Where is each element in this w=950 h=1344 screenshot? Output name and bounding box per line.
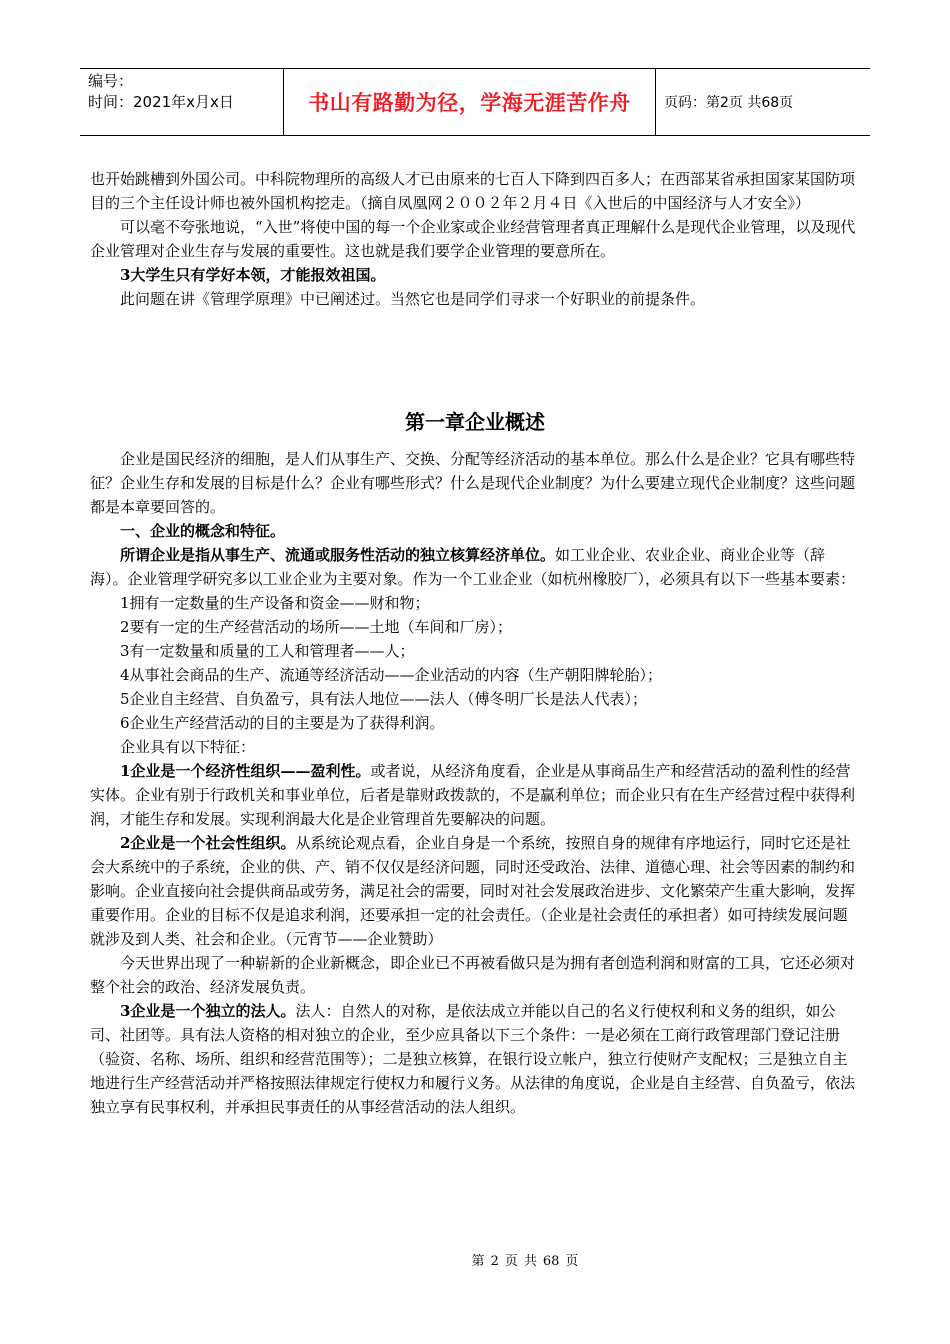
feature-paragraph: [90, 831, 860, 951]
feature-title: 3企业是一个独立的法人。: [120, 1002, 296, 1020]
paragraph-bold: 3大学生只有学好本领，才能报效祖国。: [120, 266, 386, 284]
feature-text: 法人：自然人的对称，是依法成立并能以自己的名义行使权利和义务的组织，如公司、社团等。具有法人资格的相对独立的企业，至少应具备以下三个条件：一是必须在工商行政管理部门登记注册（验资、名称、场所、组织和经营范围等）；二是独立核算，在银行设立帐户，独立行使财产支配权；三是独立自主地进行生产经营活动并严格按照法律规定行使权力和履行义务。从法律的角度说，企业是自主经营、自负盈亏，依法独立享有民事权利，并承担民事责任的从事经营活动的法人组织。: [90, 1002, 856, 1116]
feature-text: 从系统论观点看，企业自身是一个系统，按照自身的规律有序地运行，同时它还是社会大系统中的子系统，企业的供、产、销不仅仅是经济问题，同时还受政治、法律、道德心理、社会等因素的制约和影响。企业直接向社会提供商品或劳务，满足社会的需要，同时对社会发展政治进步、文化繁荣产生重大影响，发挥重要作用。企业的目标不仅是追求利润，还要承担一定的社会责任。（企业是社会责任的承担者）如可持续发展问题就涉及到人类、社会和企业。（元宵节——企业赞助）: [90, 834, 856, 948]
page-header: [80, 68, 870, 136]
date-label: 时间：2021年x月x日: [88, 93, 234, 111]
document-body: [90, 167, 860, 1119]
motto: 书山有路勤为径，学海无涯苦作舟: [308, 91, 631, 115]
footer-page-number: 2: [490, 1254, 499, 1269]
list-item: 3有一定数量和质量的工人和管理者——人；: [120, 642, 415, 660]
page-footer: [0, 1250, 950, 1269]
footer-ye2: 页: [565, 1254, 579, 1269]
chapter-title: 第一章企业概述: [405, 410, 545, 434]
paragraph: 企业是国民经济的细胞，是人们从事生产、交换、分配等经济活动的基本单位。那么什么是企业？它具有哪些特征？企业生存和发展的目标是什么？企业有哪些形式？什么是现代企业制度？为什么要建立现代企业制度？这些问题都是本章要回答的。: [90, 450, 856, 516]
footer-gong: 共: [523, 1254, 537, 1269]
header-page-info: [656, 69, 870, 135]
feature-title: 2企业是一个社会性组织。: [120, 834, 296, 852]
paragraph: 可以毫不夸张地说，“入世”将使中国的每一个企业家或企业经营管理者真正理解什么是现代企业管理，以及现代企业管理对企业生存与发展的重要性。这也就是我们要学企业管理的要意所在。: [90, 218, 856, 260]
paragraph: 也开始跳槽到外国公司。中科院物理所的高级人才已由原来的七百人下降到四百多人；在西部某省承担国家某国防项目的三个主任设计师也被外国机构挖走。（摘自凤凰网２００２年２月４日《入世后的中国经济与人才安全》）: [90, 170, 856, 212]
section-heading: 一、企业的概念和特征。: [120, 522, 286, 540]
page-info: 页码：第2页 共68页: [664, 95, 794, 111]
list-item: 5企业自主经营、自负盈亏，具有法人地位——法人（傅冬明厂长是法人代表）；: [120, 690, 648, 708]
feature-paragraph: [90, 759, 860, 831]
footer-ye: 页: [504, 1254, 518, 1269]
list-item: 1拥有一定数量的生产设备和资金——财和物；: [120, 594, 430, 612]
list-item: 2要有一定的生产经营活动的场所——土地（车间和厂房）；: [120, 618, 513, 636]
header-meta: [80, 69, 283, 135]
paragraph: 此问题在讲《管理学原理》中已阐述过。当然它也是同学们寻求一个好职业的前提条件。: [120, 290, 706, 308]
feature-paragraph: [90, 999, 860, 1119]
paragraph: 今天世界出现了一种崭新的企业新概念，即企业已不再被看做只是为拥有者创造利润和财富的工具，它还必须对整个社会的政治、经济发展负责。: [90, 954, 856, 996]
number-label: 编号：: [88, 72, 134, 90]
footer-di: 第: [471, 1254, 485, 1269]
header-motto-cell: [283, 69, 656, 135]
definition-bold: 所谓企业是指从事生产、流通或服务性活动的独立核算经济单位。: [120, 546, 556, 564]
definition-rest: 如工业企业、农业企业、商业企业等（辞海）。企业管理学研究多以工业企业为主要对象。作为一个工业企业（如杭州橡胶厂），必须具有以下一些基本要素：: [90, 546, 856, 588]
paragraph: [90, 543, 860, 591]
feature-text: 或者说，从经济角度看，企业是从事商品生产和经营活动的盈利性的经营实体。企业有别于行政机关和事业单位，后者是靠财政拨款的，不是赢利单位；而企业只有在生产经营过程中获得利润，才能生存和发展。实现利润最大化是企业管理首先要解决的问题。: [90, 762, 856, 828]
list-item: 6企业生产经营活动的目的主要是为了获得利润。: [120, 714, 445, 732]
paragraph: 企业具有以下特征：: [120, 738, 256, 756]
list-item: 4从事社会商品的生产、流通等经济活动——企业活动的内容（生产朝阳牌轮胎）；: [120, 666, 663, 684]
feature-title: 1企业是一个经济性组织——盈利性。: [120, 762, 371, 780]
footer-total-pages: 68: [542, 1254, 560, 1269]
